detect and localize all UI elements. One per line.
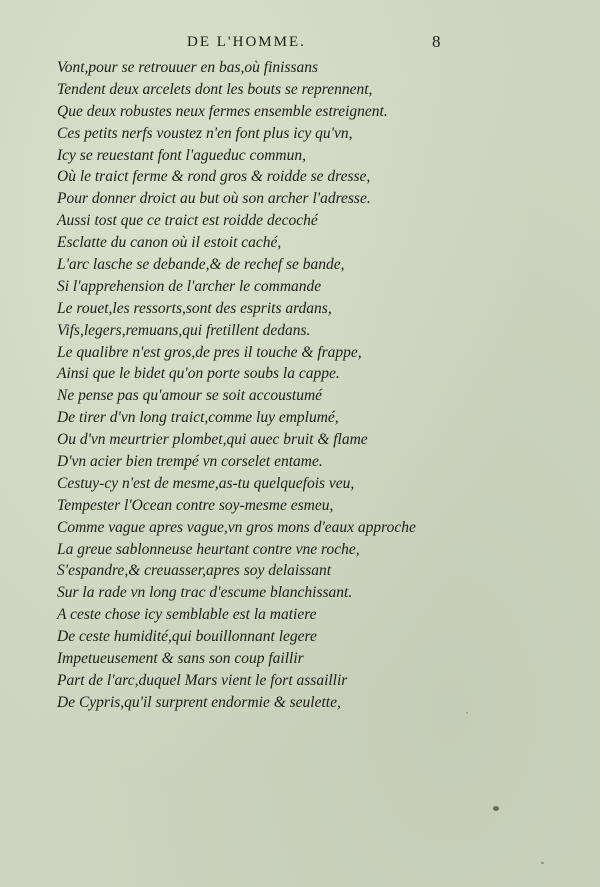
verse-line: D'vn acier bien trempé vn corselet entame. [57,453,323,471]
ink-speck [493,806,499,811]
ink-speck [466,712,468,714]
verse-line: Où le traict ferme & rond gros & roidde se dresse, [57,168,371,186]
verse-line: De tirer d'vn long traict,comme luy emplumé, [57,409,339,427]
verse-line: L'arc lasche se debande,& de rechef se bande, [57,256,345,274]
verse-line: Icy se reuestant font l'agueduc commun, [57,146,306,164]
page-header [0,32,600,54]
running-title: DE L'HOMME. [187,34,306,50]
verse-line: Tempester l'Ocean contre soy-mesme esmeu, [57,496,334,514]
verse-line: Le qualibre n'est gros,de pres il touche & frappe, [57,343,362,361]
verse-line: De Cypris,qu'il surprent endormie & seulette, [57,693,341,711]
verse-line: S'espandre,& creuasser,apres soy delaissant [57,562,332,580]
verse-line: Le rouet,les ressorts,sont des esprits ardans, [57,299,332,317]
verse-line: Sur la rade vn long trac d'escume blanchissant. [57,584,353,602]
verse-line: Aussi tost que ce traict est roidde decoché [57,212,318,230]
verse-block [57,57,587,714]
verse-line: Part de l'arc,duquel Mars vient le fort assaillir [57,671,348,689]
verse-line: Ces petits nerfs voustez n'en font plus icy qu'vn, [57,124,353,142]
verse-line: Pour donner droict au but où son archer l'adresse. [57,190,371,208]
verse-line: Si l'apprehension de l'archer le commande [57,277,322,295]
page-number: 8 [432,32,441,51]
verse-line: Vont,pour se retrouuer en bas,où finissans [57,59,319,76]
ink-speck [541,862,544,864]
verse-line: Ne pense pas qu'amour se soit accoustumé [57,387,323,405]
verse-line: A ceste chose icy semblable est la matiere [57,606,317,624]
verse-line: Cestuy-cy n'est de mesme,as-tu quelquefois veu, [57,474,355,492]
verse-line: Esclatte du canon où il estoit caché, [57,234,282,252]
verse-line: Impetueusement & sans son coup faillir [57,650,304,668]
verse-line: De ceste humidité,qui bouillonnant legere [57,628,317,646]
verse-line: Tendent deux arcelets dont les bouts se reprennent, [57,80,373,98]
verse-line: Ainsi que le bidet qu'on porte soubs la cappe. [57,365,340,383]
verse-line: Comme vague apres vague,vn gros mons d'eaux approche [57,518,416,536]
verse-line: Ou d'vn meurtrier plombet,qui auec bruit & flame [57,431,368,449]
verse-line: La greue sablonneuse heurtant contre vne roche, [57,540,360,558]
verse-line: Vifs,legers,remuans,qui fretillent dedans. [57,321,311,339]
verse-line: Que deux robustes neux fermes ensemble estreignent. [57,102,388,120]
